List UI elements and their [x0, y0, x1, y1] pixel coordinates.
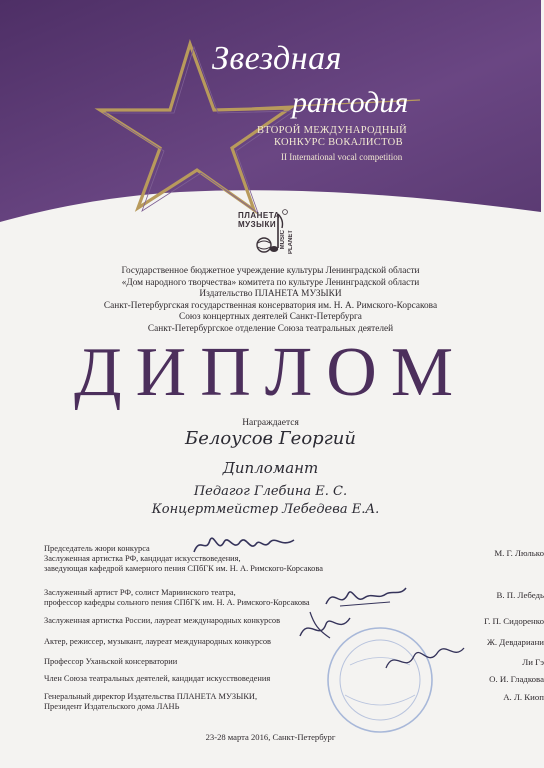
- purple-band: [0, 0, 541, 222]
- awarded-label: Награждается: [242, 418, 299, 428]
- jury-name: В. П. Лебедь: [496, 590, 544, 600]
- logo-line2: МУЗЫКИ: [238, 220, 277, 229]
- organizer-line: Издательство ПЛАНЕТА МУЗЫКИ: [199, 289, 342, 300]
- signature-sidorenko: [290, 608, 360, 644]
- jury-desc: Президент Издательского дома ЛАНЬ: [44, 702, 180, 711]
- header-banner: [0, 0, 541, 230]
- planet-music-logo: [228, 208, 318, 258]
- jury-row: [44, 588, 544, 610]
- recipient-name: Белоусов Георгий: [185, 428, 356, 449]
- organizer-line: Санкт-Петербургская государственная консерватория им. Н. А. Римского-Корсакова: [103, 300, 438, 311]
- signature-devdariani: [380, 638, 470, 678]
- logo-line1: ПЛАНЕТА: [238, 211, 280, 220]
- jury-desc: Генеральный директор Издательства ПЛАНЕТА МУЗЫКИ,: [44, 692, 258, 701]
- jury-name: О. И. Гладкова: [489, 674, 544, 684]
- organizers-list: [0, 266, 541, 336]
- jury-desc: Председатель жюри конкурса: [44, 544, 150, 553]
- jury-name: А. Л. Киоп: [503, 692, 544, 702]
- jury-name: Ж. Девдариани: [486, 637, 544, 647]
- music-note-icon: [228, 208, 318, 258]
- jury-desc: Профессор Уханьской консерватории: [44, 657, 178, 666]
- jury-desc: Заслуженная артистка РФ, кандидат искусствоведения,: [44, 554, 241, 563]
- jury-name: Г. П. Сидоренко: [484, 616, 544, 626]
- title-line2: рапсодия: [292, 86, 409, 119]
- logo-line3: MUSIC: [280, 230, 286, 250]
- signature-chair: [190, 530, 300, 560]
- teacher-name: Педагог Глебина Е. С.: [193, 484, 348, 499]
- subtitle-english: II International vocal competition: [281, 152, 403, 162]
- diploma-title: ДИПЛОМ: [73, 334, 468, 411]
- jury-desc: профессор кафедры сольного пения СПбГК им. Н. А. Римского-Корсакова: [44, 598, 310, 607]
- title-line1: Звездная: [212, 40, 342, 77]
- jury-desc: Заслуженный артист РФ, солист Мариинского театра,: [44, 588, 236, 597]
- jury-desc: Заслуженная артистка России, лауреат международных конкурсов: [44, 616, 281, 625]
- organizer-line: Союз концертных деятелей Санкт-Петербурга: [179, 312, 362, 323]
- jury-desc: заведующая кафедрой камерного пения СПбГК им. Н. А. Римского-Корсакова: [44, 564, 323, 573]
- organizer-line: «Дом народного творчества» комитета по культуре Ленинградской области: [121, 277, 420, 288]
- accompanist-name: Концертмейстер Лебедева Е.А.: [151, 502, 380, 517]
- organizer-line: Государственное бюджетное учреждение культуры Ленинградской области: [121, 266, 420, 276]
- jury-desc: Член Союза театральных деятелей, кандидат искусствоведения: [44, 674, 271, 683]
- banner-graphic: [0, 0, 541, 230]
- jury-desc: Актер, режиссер, музыкант, лауреат международных конкурсов: [44, 637, 271, 646]
- subtitle-line1: ВТОРОЙ МЕЖДУНАРОДНЫЙ: [257, 125, 408, 136]
- jury-name: М. Г. Люлько: [494, 548, 544, 558]
- recipient-rank: Дипломант: [222, 459, 319, 477]
- date-place: 23-28 марта 2016, Санкт-Петербург: [205, 732, 336, 742]
- jury-name: Ли Гэ: [522, 657, 544, 667]
- subtitle-line2: КОНКУРС ВОКАЛИСТОВ: [274, 137, 403, 148]
- organizer-line: Санкт-Петербургское отделение Союза театральных деятелей: [147, 323, 394, 334]
- logo-line4: PLANET: [288, 230, 294, 254]
